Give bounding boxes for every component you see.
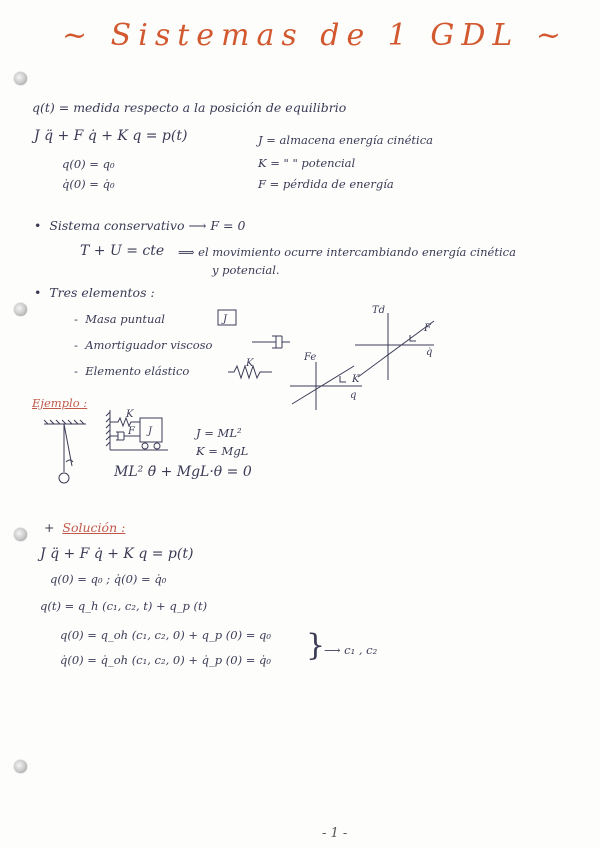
spring-graph-x-label: q: [350, 390, 357, 401]
damper-symbol: [252, 333, 292, 353]
spring-symbol: [226, 358, 276, 382]
solution-condition-1: q(0) = q_oh (c₁, c₂, 0) + q_p (0) = q₀: [60, 628, 271, 642]
element-spring: - Elemento elástico: [74, 364, 190, 378]
spring-symbol-label: K: [246, 358, 254, 369]
initial-condition-2: q̇(0) = q̇₀: [62, 177, 115, 191]
page-title: ~ Sistemas de 1 GDL ~: [62, 18, 569, 53]
element-damper-label: Amortiguador viscoso: [85, 338, 213, 352]
solution-general-form: q(t) = q_h (c₁, c₂, t) + q_p (t): [40, 599, 208, 613]
mass-spring-damper-figure: [104, 408, 170, 452]
element-spring-label: Elemento elástico: [85, 364, 190, 378]
fig-k-label: K: [126, 409, 134, 420]
mass-symbol: [216, 308, 240, 328]
example-label: Ejemplo :: [32, 396, 88, 410]
binder-hole-1: [14, 72, 27, 85]
pendulum-figure: [42, 418, 92, 486]
legend-j: J = almacena energía cinética: [258, 133, 434, 147]
solution-header: Solución :: [62, 520, 126, 535]
fig-f-label: F: [128, 426, 135, 437]
initial-condition-1: q(0) = q₀: [62, 157, 115, 171]
energy-equation: T + U = cte: [80, 243, 165, 259]
conservative-text: Sistema conservativo ⟶ F = 0: [49, 218, 246, 233]
energy-description-2: y potencial.: [212, 263, 280, 277]
spring-graph-slope-label: K: [352, 374, 360, 385]
elements-header-line: • Tres elementos :: [34, 285, 155, 300]
example-j-equation: J = ML²: [196, 426, 242, 440]
page-number: - 1 -: [322, 826, 348, 841]
elements-header: Tres elementos :: [49, 285, 155, 300]
solution-condition-2: q̇(0) = q̇_oh (c₁, c₂, 0) + q̇_p (0) = q̇₀: [60, 653, 271, 667]
legend-k: K = " " potencial: [258, 156, 356, 170]
example-k-equation: K = MgL: [196, 444, 249, 458]
solution-equation: J q̈ + F q̇ + K q = p(t): [40, 546, 194, 562]
spring-graph-y-label: Fe: [304, 352, 317, 363]
legend-f: F = pérdida de energía: [258, 177, 394, 191]
element-damper: - Amortiguador viscoso: [74, 338, 213, 352]
fig-j-label: J: [148, 426, 153, 437]
spring-graph: [288, 352, 368, 412]
energy-description-1: ⟹ el movimiento ocurre intercambiando energía cinética: [178, 245, 516, 259]
binder-hole-3: [14, 528, 27, 541]
definition-line: q(t) = medida respecto a la posición de equilibrio: [32, 100, 347, 115]
example-motion-equation: ML² θ̈ + MgL·θ = 0: [114, 464, 252, 480]
mass-symbol-label: J: [223, 314, 228, 325]
solution-brace: }: [306, 628, 326, 663]
main-equation: J q̈ + F q̇ + K q = p(t): [34, 128, 188, 144]
binder-hole-2: [14, 303, 27, 316]
element-mass: - Masa puntual: [74, 312, 165, 326]
element-mass-label: Masa puntual: [85, 312, 165, 326]
binder-hole-4: [14, 760, 27, 773]
solution-initial-conditions: q(0) = q₀ ; q̇(0) = q̇₀: [50, 572, 167, 586]
solution-result: ⟶ c₁ , c₂: [324, 643, 378, 657]
damper-graph-slope-label: F: [424, 323, 431, 334]
damper-graph-y-label: Td: [372, 305, 386, 316]
solution-header-line: + Solución :: [44, 520, 126, 535]
conservative-bullet: • Sistema conservativo ⟶ F = 0: [34, 218, 246, 233]
damper-graph-x-label: q̇: [426, 347, 433, 358]
